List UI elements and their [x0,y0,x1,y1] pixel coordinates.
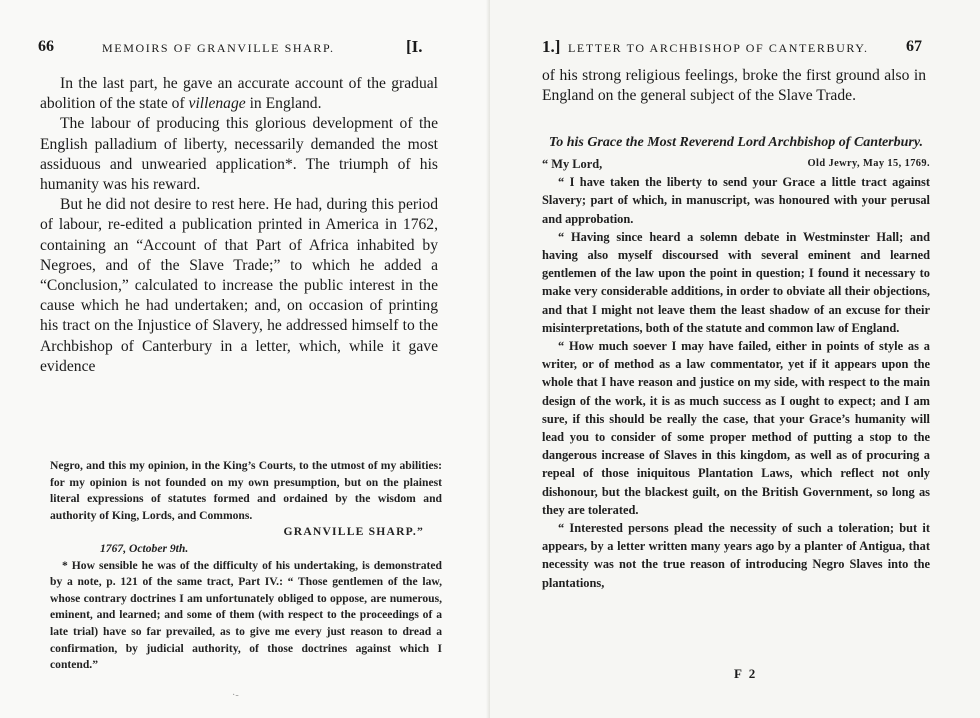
footnote-signature-line [50,524,442,541]
page-speck: ·‐ [232,690,239,701]
letter-paragraph: “ I have taken the liberty to send your Grace a little tract against Slavery; part of which, in manuscript, was honoured with your perusal and approbation. [542,175,930,226]
left-page-number: 66 [38,38,54,55]
footnote-star: * How sensible he was of the difficulty of his undertaking, is demonstrated by a note, p. 121 of the same tract, Part IV.: “ Those gentlemen of the law, whose contrary doctrines I am unfortunately obliged to oppose, are numerous, eminent, and learned; and some of them (with respect to the proceedings of a late trial) have so far prevailed, as to give me every just reason to dread a confirmation, by judicial authority, of those doctrines against which I contend.” [50,558,442,672]
right-intro-text [542,66,926,106]
left-running-title: MEMOIRS OF GRANVILLE SHARP. [102,41,335,55]
printer-signature-mark: F 2 [734,666,758,681]
left-chapter-mark: [I. [406,37,423,56]
letter-address: To his Grace the Most Reverend Lord Archbishop of Canterbury. [548,135,924,150]
letter-paragraph: “ Interested persons plead the necessity of such a toleration; but it appears, by a letter written many years ago by a planter of Antigua, that necessity was not the true reason of introducing Negro Slaves into the plantations, [542,521,930,590]
letter-paragraph: “ How much soever I may have failed, either in points of style as a writer, or of method as a law commentator, yet if it appears upon the whole that I have reason and justice on my side, with respect to the main design of the work, it is as much success as I ought to expect; and I am sure, if this should be really the case, that your Grace’s humanity will lead you to consider of some proper method of putting a stop to the dangerous increase of Slaves in this kingdom, as well as of procuring a repeal of those iniquitous Plantation Laws, which reflect not only dishonour, but the blackest guilt, on the British Government, so long as they are tolerated. [542,339,930,517]
left-footnotes [50,458,442,674]
footnote-date: 1767, October 9th. [100,541,189,555]
left-paragraph-2: The labour of producing this glorious development of the English palladium of liberty, necessarily demanded the most assiduous and unwearied application*. The triumph of his humanity was his reward. [40,115,438,194]
left-paragraph-3: But he did not desire to rest here. He had, during this period of labour, re-edited a publication printed in America in 1762, containing an “Account of that Part of Africa inhabited by Negroes, and of the Slave Trade;” to which he added a “Conclusion,” calculated to increase the public interest in the cause which he had undertaken; and, on occasion of printing his tract on the Injustice of Slavery, he addressed himself to the Archbishop of Canterbury in a letter, which, while it gave evidence [40,196,438,375]
left-running-header [38,38,438,56]
left-body-text [40,74,438,377]
letter-to-archbishop [542,134,930,592]
letter-salutation-line [542,155,930,173]
right-page-number: 67 [906,38,922,55]
right-chapter-mark: 1.] [542,37,561,56]
letter-salutation: “ My Lord, [542,157,603,171]
letter-paragraph: “ Having since heard a solemn debate in Westminster Hall; and having also myself discoursed with several eminent and learned gentlemen of the law upon the point in question; I found it necessary to make very considerable additions, in order to obviate all their objections, and that I might not leave them the least shadow of an excuse for their misinterpretations, both of the statute and common law of England. [542,229,930,335]
left-paragraph-1: In the last part, he gave an accurate account of the gradual abolition of the state of villenage in England. [40,75,438,113]
footnote-continued: Negro, and this my opinion, in the King’s Courts, to the utmost of my abilities: for my opinion is not founded on my own presumption, but on the plainest literal expressions of statutes formed and ordained by the wisdom and authority of King, Lords, and Commons. [50,459,442,522]
footnote-signature: GRANVILLE SHARP.” [283,525,424,539]
right-page [490,0,980,718]
right-intro-paragraph: of his strong religious feelings, broke the first ground also in England on the general subject of the Slave Trade. [542,67,926,105]
letter-dateline: Old Jewry, May 15, 1769. [807,158,930,169]
right-running-title: LETTER TO ARCHBISHOP OF CANTERBURY. [568,41,869,55]
